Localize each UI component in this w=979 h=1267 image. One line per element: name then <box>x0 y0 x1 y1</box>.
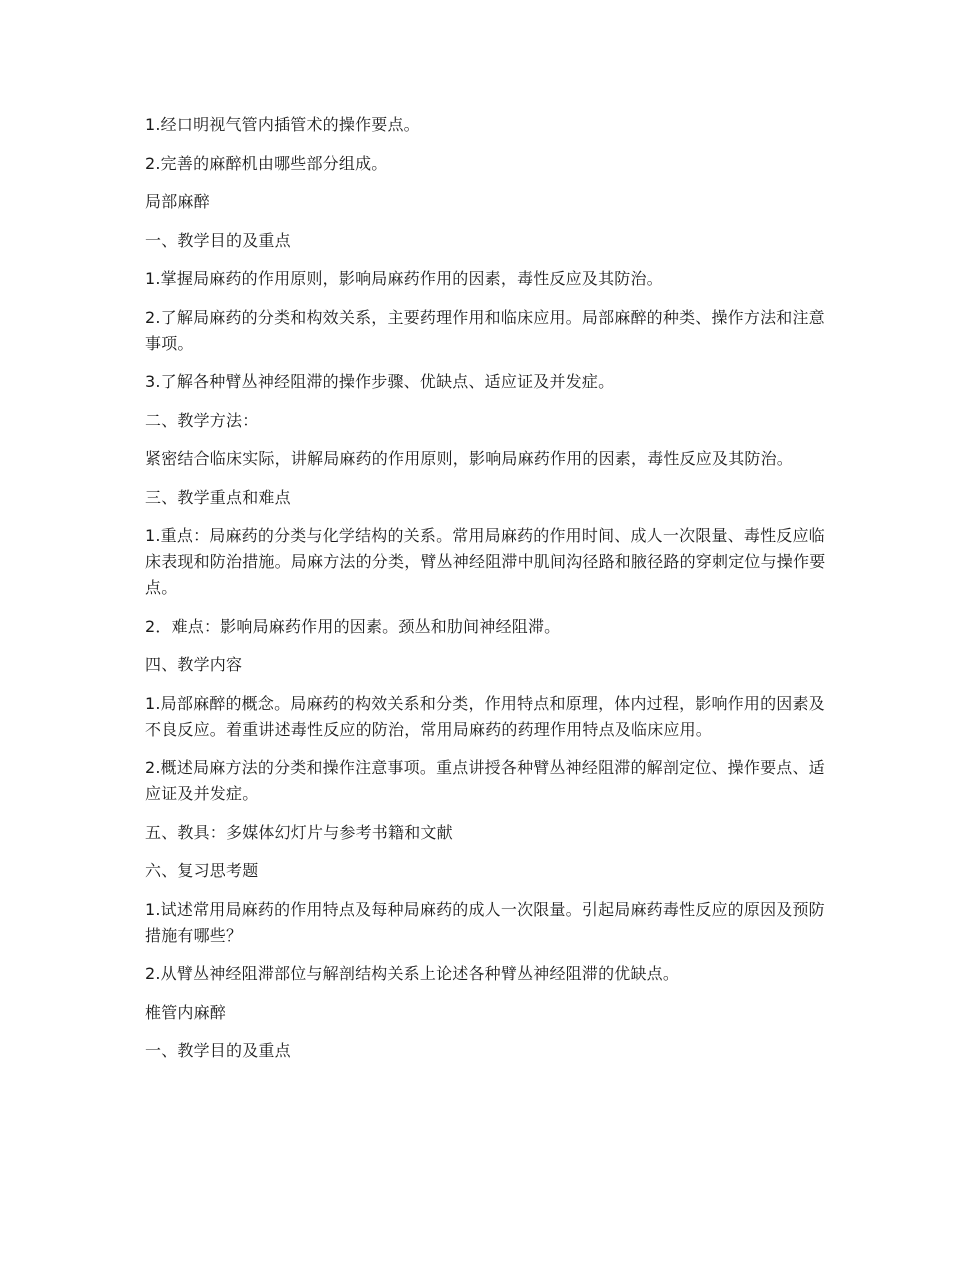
section-heading: 局部麻醉 <box>145 192 210 211</box>
subsection-heading: 二、教学方法： <box>145 410 259 430</box>
paragraph: 2.概述局麻方法的分类和操作注意事项。重点讲授各种臂丛神经阻滞的解剖定位、操作要点、适应证及并发症。 <box>145 758 825 803</box>
paragraph: 1.重点：局麻药的分类与化学结构的关系。常用局麻药的作用时间、成人一次限量、毒性反应临床表现和防治措施。局麻方法的分类，臂丛神经阻滞中肌间沟径路和腋径路的穿刺定位与操作要点。 <box>145 526 826 597</box>
paragraph: 1.经口明视气管内插管术的操作要点。 <box>145 115 420 134</box>
paragraph: 紧密结合临床实际，讲解局麻药的作用原则，影响局麻药作用的因素，毒性反应及其防治。 <box>145 449 794 468</box>
paragraph: 2.了解局麻药的分类和构效关系，主要药理作用和临床应用。局部麻醉的种类、操作方法和注意事项。 <box>145 307 825 353</box>
paragraph: 1.局部麻醉的概念。局麻药的构效关系和分类，作用特点和原理，体内过程，影响作用的因素及不良反应。着重讲述毒性反应的防治，常用局麻药的药理作用特点及临床应用。 <box>145 693 825 739</box>
paragraph: 1.试述常用局麻药的作用特点及每种局麻药的成人一次限量。引起局麻药毒性反应的原因及预防措施有哪些？ <box>145 899 825 945</box>
subsection-heading: 五、教具：多媒体幻灯片与参考书籍和文献 <box>145 822 453 842</box>
subsection-heading: 一、教学目的及重点 <box>145 230 291 250</box>
subsection-heading: 六、复习思考题 <box>145 861 259 880</box>
paragraph: 2．难点：影响局麻药作用的因素。颈丛和肋间神经阻滞。 <box>145 616 561 636</box>
paragraph: 2.完善的麻醉机由哪些部分组成。 <box>145 153 388 173</box>
paragraph: 2.从臂丛神经阻滞部位与解剖结构关系上论述各种臂丛神经阻滞的优缺点。 <box>145 964 680 983</box>
document-body <box>145 112 840 1077</box>
paragraph: 1.掌握局麻药的作用原则，影响局麻药作用的因素，毒性反应及其防治。 <box>145 269 663 288</box>
subsection-heading: 三、教学重点和难点 <box>145 487 291 507</box>
subsection-heading: 一、教学目的及重点 <box>145 1041 291 1060</box>
paragraph: 3.了解各种臂丛神经阻滞的操作步骤、优缺点、适应证及并发症。 <box>145 372 615 391</box>
subsection-heading: 四、教学内容 <box>145 655 243 674</box>
section-heading: 椎管内麻醉 <box>145 1002 227 1022</box>
